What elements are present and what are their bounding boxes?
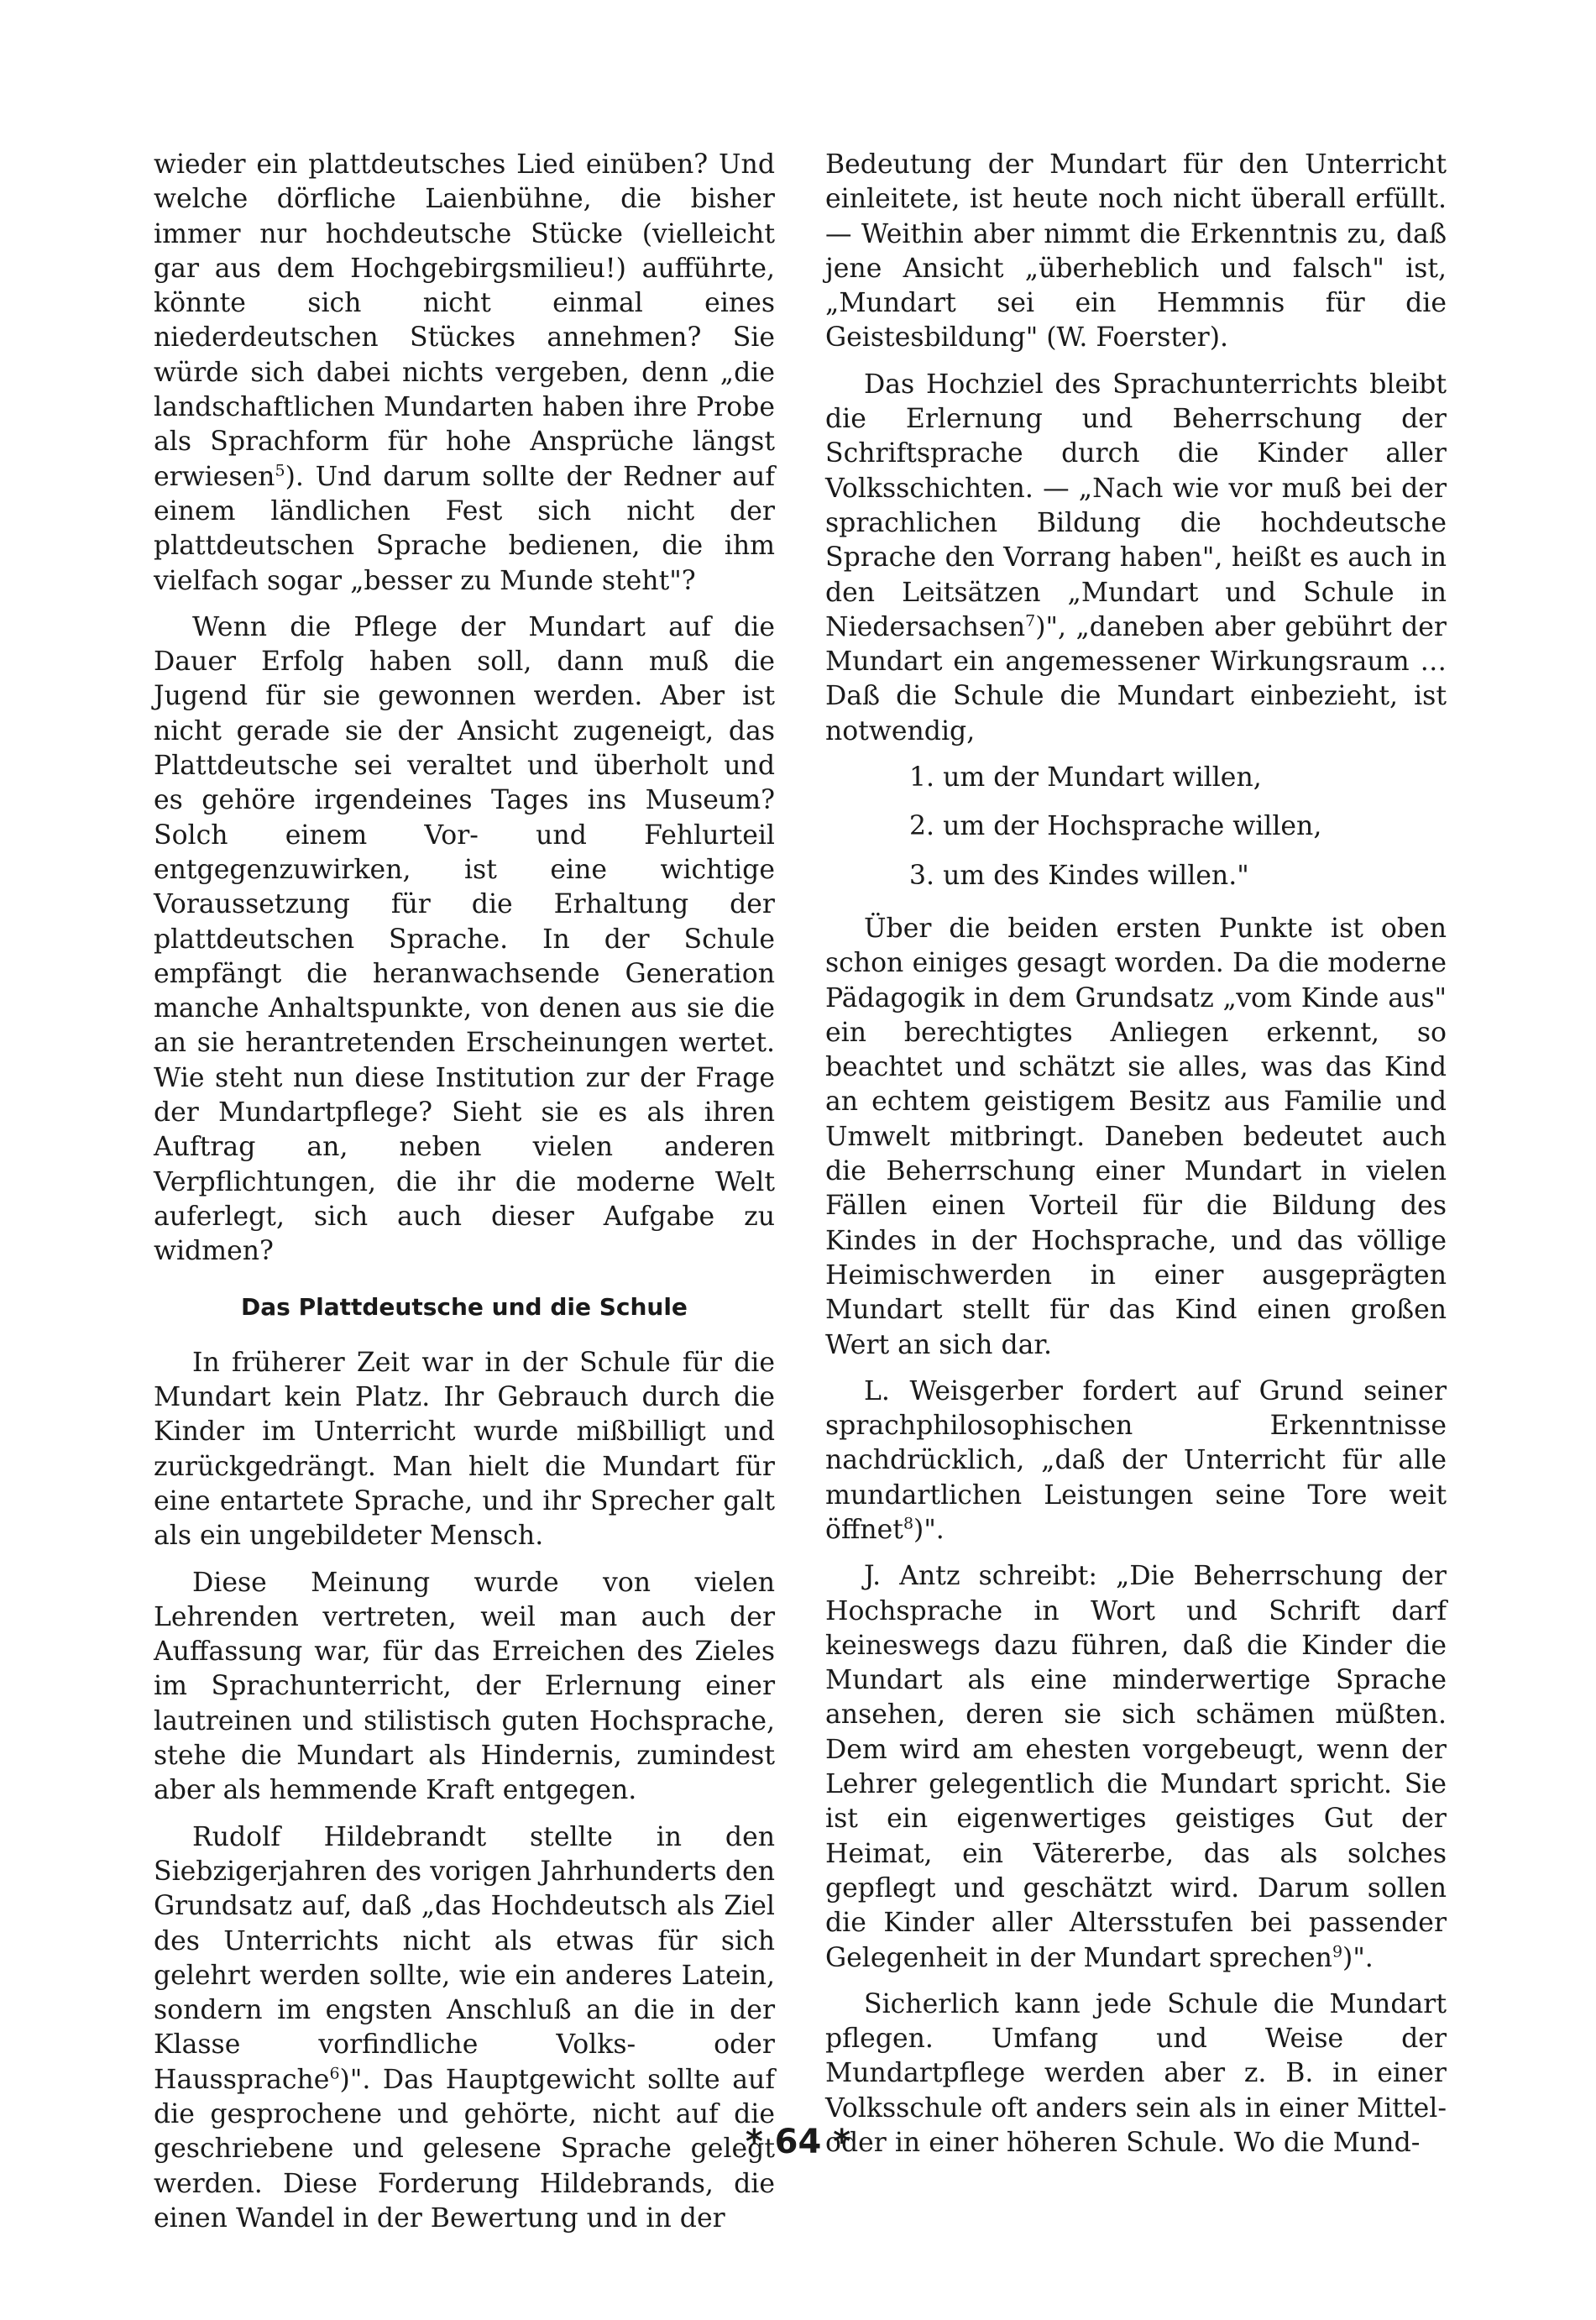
- list-item: 3. um des Kindes willen.": [909, 860, 1249, 891]
- footnote-ref: 7: [1025, 611, 1036, 631]
- footnote-ref: 9: [1332, 1942, 1343, 1961]
- footnote-ref: 8: [903, 1514, 914, 1533]
- numbered-list: [825, 761, 1447, 893]
- paragraph: Über die beiden ersten Punkte ist oben schon einiges gesagt worden. Da die moderne Pädagogik in dem Grundsatz „vom Kinde aus" ein berechtigtes Anliegen erkennt, so beachtet und schätzt sie alles, was das Kind an echtem geistigem Besitz aus Familie und Umwelt mitbringt. Daneben bedeutet auch die Beherrschung einer Mundart in vielen Fällen einen Vorteil für die Bildung des Kindes in der Hochsprache, und das völlige Heimischwerden in einer ausgeprägten Mundart stellt für das Kind einen großen Wert an sich dar.: [825, 913, 1447, 1360]
- footnote-ref: 6: [329, 2064, 340, 2083]
- paragraph: L. Weisgerber fordert auf Grund seiner sprachphilosophischen Erkenntnisse nachdrücklich, „daß der Unterricht für alle mundartlichen Leistungen seine Tore weit öffnet$^8$)".: [825, 1375, 1447, 1545]
- list-item: 2. um der Hochsprache willen,: [909, 811, 1322, 842]
- page-number: * 64 *: [745, 2123, 851, 2161]
- paragraph: Wenn die Pflege der Mundart auf die Dauer Erfolg haben soll, dann muß die Jugend für sie gewonnen werden. Aber ist nicht gerade sie der Ansicht zugeneigt, das Plattdeutsche sei veraltet und überholt und es gehöre irgendeines Tages ins Museum? Solch einem Vor- und Fehlurteil entgegenzuwirken, ist eine wichtige Voraussetzung für die Erhaltung der plattdeutschen Sprache. In der Schule empfängt die heranwachsende Generation manche Anhaltspunkte, von denen aus sie die an sie herantretenden Erscheinungen wertet. Wie steht nun diese Institution zur der Frage der Mundartpflege? Sieht sie es als ihren Auftrag an, neben vielen anderen Verpflichtungen, die ihr die moderne Welt auferlegt, sich auch dieser Aufgabe zu widmen?: [154, 611, 775, 1267]
- footnote-ref: 5: [275, 461, 285, 480]
- paragraph: Diese Meinung wurde von vielen Lehrenden vertreten, weil man auch der Auffassung war, für das Erreichen des Zieles im Sprachunterricht, der Erlernung einer lautreinen und stilistisch guten Hochsprache, stehe die Mundart als Hindernis, zumindest aber als hemmende Kraft entgegen.: [154, 1567, 775, 1806]
- paragraph: Sicherlich kann jede Schule die Mundart pflegen. Umfang und Weise der Mundartpflege werden aber z. B. in einer Volksschule oft anders sein als in einer Mittel- oder in einer höheren Schule. Wo die Mund-: [825, 1988, 1447, 2159]
- paragraph: Rudolf Hildebrandt stellte in den Siebzigerjahren des vorigen Jahrhunderts den Grundsatz auf, daß „das Hochdeutsch als Ziel des Unterrichts nicht als etwas für sich gelehrt werden sollte, wie ein anderes Latein, sondern im engsten Anschluß an die in der Klasse vorfindliche Volks- oder Haussprache$^6$)". Das Hauptgewicht sollte auf die gesprochene und gehörte, nicht auf die geschriebene und gelesene Sprache gelegt werden. Diese Forderung Hildebrands, die einen Wandel in der Bewertung und in der: [154, 1821, 775, 2234]
- paragraph: Bedeutung der Mundart für den Unterricht einleitete, ist heute noch nicht überall erfüllt. — Weithin aber nimmt die Erkenntnis zu, daß jene Ansicht „überheblich und falsch" ist, „Mundart sei ein Hemmnis für die Geistesbildung" (W. Foerster).: [825, 149, 1447, 353]
- list-item: 1. um der Mundart willen,: [909, 762, 1262, 793]
- paragraph: In früherer Zeit war in der Schule für die Mundart kein Platz. Ihr Gebrauch durch die Kinder im Unterricht wurde mißbilligt und zurückgedrängt. Man hielt die Mundart für eine entartete Sprache, und ihr Sprecher galt als ein ungebildeter Mensch.: [154, 1347, 775, 1552]
- paragraph: wieder ein plattdeutsches Lied einüben? Und welche dörfliche Laienbühne, die bisher immer nur hochdeutsche Stücke (vielleicht gar aus dem Hochgebirgsmilieu!) aufführte, könnte sich nicht einmal eines niederdeutschen Stückes annehmen? Sie würde sich dabei nichts vergeben, denn „die landschaftlichen Mundarten haben ihre Probe als Sprachform für hohe Ansprüche längst erwiesen$^5$). Und darum sollte der Redner auf einem ländlichen Fest sich nicht der plattdeutschen Sprache bedienen, die ihm vielfach sogar „besser zu Munde steht"?: [154, 149, 775, 596]
- right-column: [825, 148, 1447, 2172]
- paragraph: Das Hochziel des Sprachunterrichts bleibt die Erlernung und Beherrschung der Schriftsprache durch die Kinder aller Volksschichten. — „Nach wie vor muß bei der sprachlichen Bildung die hochdeutsche Sprache den Vorrang haben", heißt es auch in den Leitsätzen „Mundart und Schule in Niedersachsen$^7$)", „daneben aber gebührt der Mundart ein angemessener Wirkungsraum … Daß die Schule die Mundart einbezieht, ist notwendig,: [825, 369, 1447, 746]
- section-heading: Das Plattdeutsche und die Schule: [241, 1292, 688, 1321]
- paragraph: J. Antz schreibt: „Die Beherrschung der Hochsprache in Wort und Schrift darf keineswegs dazu führen, daß die Kinder die Mundart als eine minderwertige Sprache ansehen, deren sie sich schämen müßten. Dem wird am ehesten vorgebeugt, wenn der Lehrer gelegentlich die Mundart spricht. Sie ist ein eigenwertiges geistiges Gut der Heimat, ein Vätererbe, das als solches gepflegt und geschätzt wird. Darum sollen die Kinder aller Altersstufen bei passender Gelegenheit in der Mundart sprechen$^9$)".: [825, 1561, 1447, 1973]
- left-column: [154, 148, 775, 2248]
